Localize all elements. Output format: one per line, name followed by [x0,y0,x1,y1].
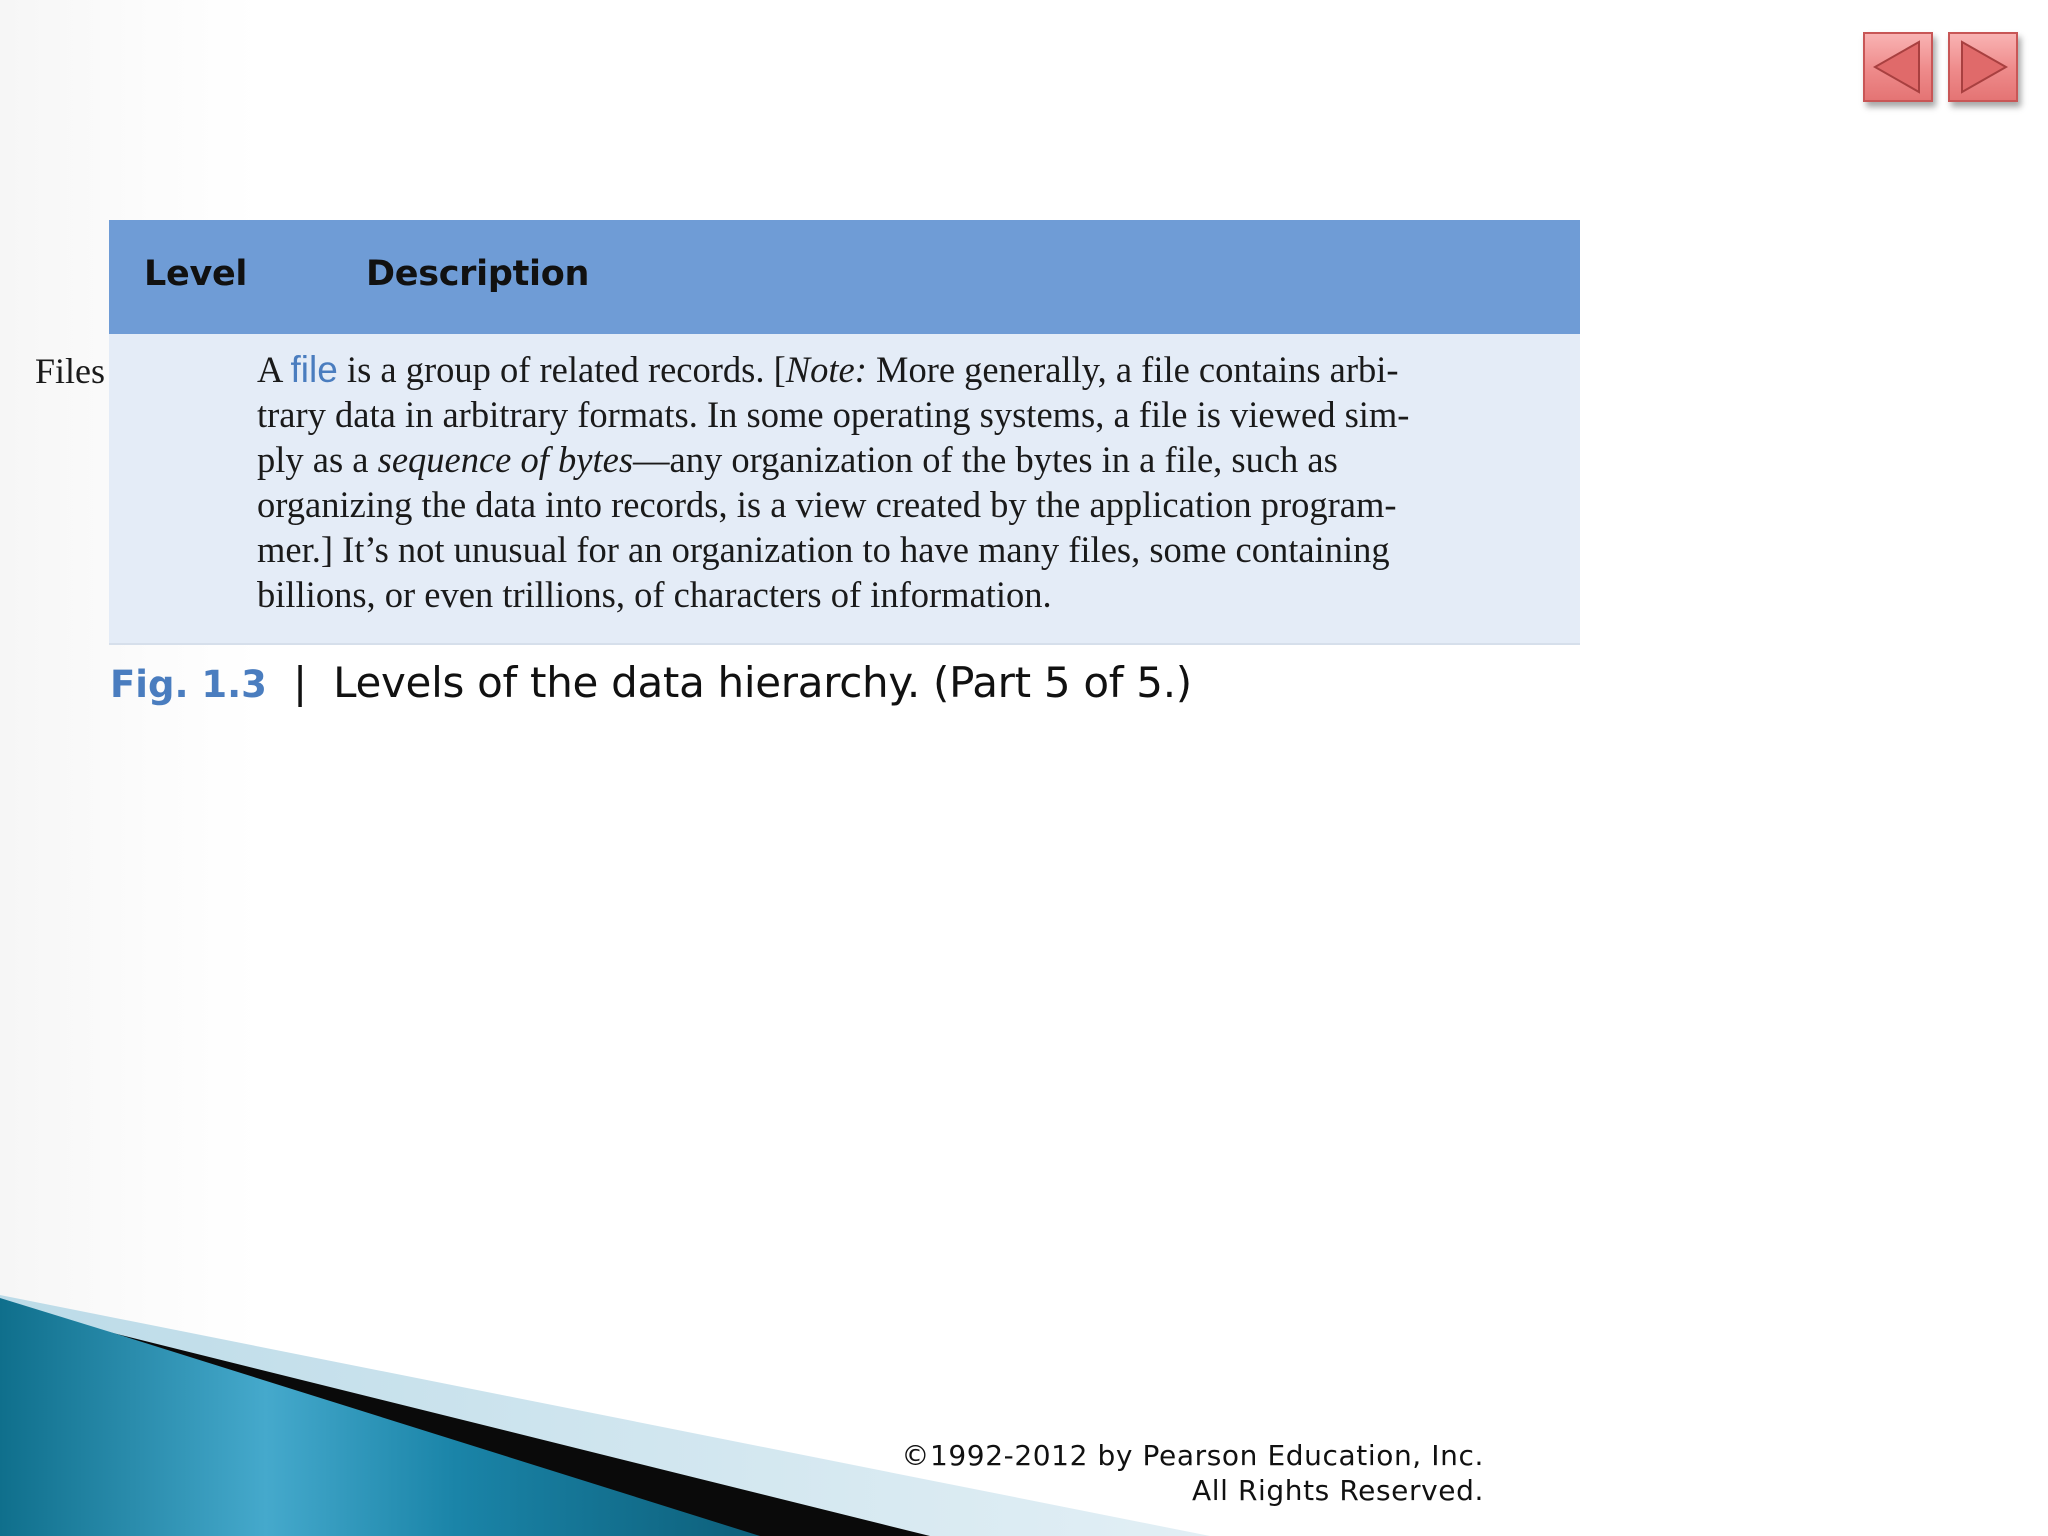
next-slide-button[interactable] [1948,32,2018,102]
copyright-line-2: All Rights Reserved. [1191,1474,1484,1507]
caption-text: Levels of the data hierarchy. (Part 5 of 5.) [333,658,1192,707]
description-text: ply as a [257,439,378,480]
description-line-4 [257,482,1557,527]
note-label: Note: [785,349,867,390]
description-text: organizing the data into records, is a view created by the application program- [257,484,1397,525]
description-text: is a group of related records. [ [337,349,786,390]
figure-label: Fig. 1.3 [110,663,267,706]
figure-caption [110,658,1192,707]
description-line-6 [257,572,1557,617]
previous-slide-button[interactable] [1863,32,1933,102]
emphasis-sequence-of-bytes: sequence of bytes [377,439,634,480]
column-header-level: Level [144,254,248,294]
row-level-cell: Files [35,351,106,391]
table-header [109,220,1580,334]
description-text: More generally, a file contains arbi- [866,349,1399,390]
description-text: mer.] It’s not unusual for an organization to have many files, some containing [257,529,1390,570]
description-text: —any organization of the bytes in a file, such as [633,439,1338,480]
description-line-2 [257,392,1557,437]
triangle-left-icon [1865,34,1931,100]
copyright-notice [901,1438,1484,1508]
description-text: billions, or even trillions, of characters of information. [257,574,1052,615]
triangle-right-icon [1950,34,2016,100]
key-term-file: file [290,349,338,390]
caption-separator: | [292,658,308,707]
description-text: trary data in arbitrary formats. In some operating systems, a file is viewed sim- [257,394,1410,435]
copyright-line-1: ©1992-2012 by Pearson Education, Inc. [901,1439,1484,1472]
row-description-cell [257,347,1557,617]
description-text: A [257,349,291,390]
column-header-description: Description [366,254,590,294]
description-line-1 [257,347,1557,392]
description-line-5 [257,527,1557,572]
description-line-3 [257,437,1557,482]
